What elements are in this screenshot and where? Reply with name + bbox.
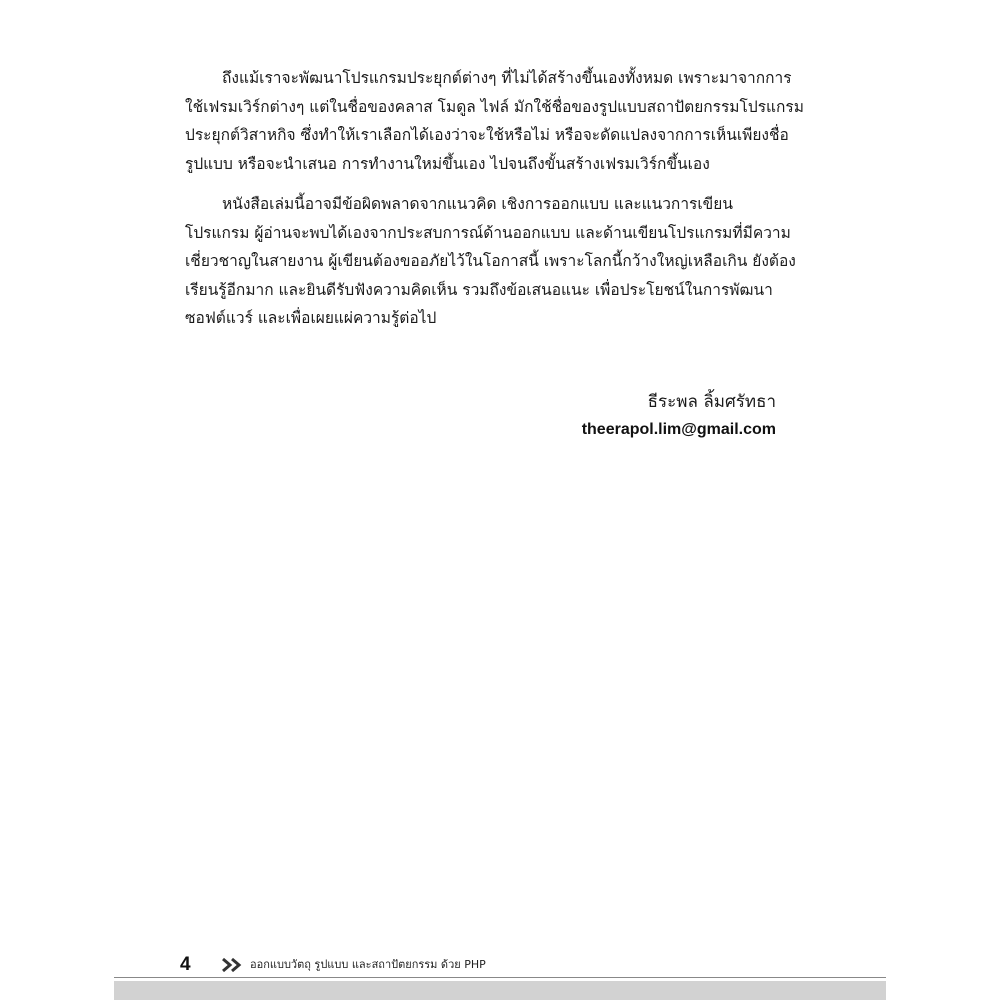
paragraph-line: ซอฟต์แวร์ และเพื่อเผยแผ่ความรู้ต่อไป — [185, 309, 437, 327]
footer-divider — [114, 977, 886, 978]
paragraph-line: โปรแกรม ผู้อ่านจะพบได้เองจากประสบการณ์ด้านออกแบบ และด้านเขียนโปรแกรมที่มีความ — [185, 223, 791, 242]
paragraph-1 — [185, 64, 804, 178]
paragraph-line: เรียนรู้อีกมาก และยินดีรับฟังความคิดเห็น รวมถึงข้อเสนอแนะ เพื่อประโยชน์ในการพัฒนา — [185, 280, 773, 299]
preface-body — [185, 64, 804, 345]
double-chevron-right-icon — [220, 956, 246, 974]
page-number: 4 — [180, 954, 191, 975]
paragraph-2 — [185, 190, 796, 333]
running-title: ออกแบบวัตถุ รูปแบบ และสถาปัตยกรรม ด้วย PHP — [250, 958, 486, 971]
author-email: theerapol.lim@gmail.com — [581, 421, 776, 438]
paragraph-line: เชี่ยวชาญในสายงาน ผู้เขียนต้องขออภัยไว้ในโอกาสนี้ เพราะโลกนี้กว้างใหญ่เหลือเกิน ยังต้อง — [185, 252, 796, 270]
paragraph-line: รูปแบบ หรือจะนำเสนอ การทำงานใหม่ขึ้นเอง ไปจนถึงขั้นสร้างเฟรมเวิร์กขึ้นเอง — [185, 154, 710, 173]
paragraph-line: ถึงแม้เราจะพัฒนาโปรแกรมประยุกต์ต่างๆ ที่ไม่ได้สร้างขึ้นเองทั้งหมด เพราะมาจากการ — [222, 69, 792, 87]
footer-band — [114, 981, 886, 1000]
page-footer — [180, 954, 886, 976]
paragraph-line: ใช้เฟรมเวิร์กต่างๆ แต่ในชื่อของคลาส โมดูล ไฟล์ มักใช้ชื่อของรูปแบบสถาปัตยกรรมโปรแกรม — [185, 97, 804, 116]
author-signature — [582, 388, 776, 444]
paragraph-line: ประยุกต์วิสาหกิจ ซึ่งทำให้เราเลือกได้เองว่าจะใช้หรือไม่ หรือจะดัดแปลงจากการเห็นเพียงชื่อ — [185, 126, 789, 144]
paragraph-line: หนังสือเล่มนี้อาจมีข้อผิดพลาดจากแนวคิด เชิงการออกแบบ และแนวการเขียน — [222, 195, 733, 213]
author-name: ธีระพล ลิ้มศรัทธา — [647, 392, 776, 412]
